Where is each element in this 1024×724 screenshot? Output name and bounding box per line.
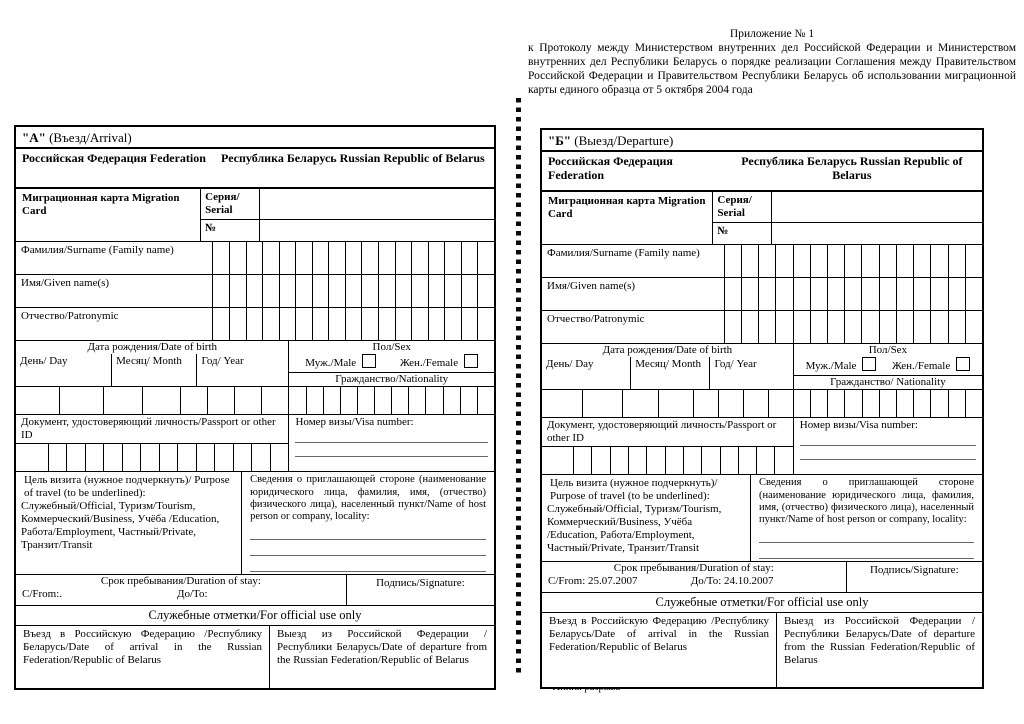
char-cell[interactable] <box>296 242 313 274</box>
char-cell[interactable] <box>429 308 446 340</box>
char-cell[interactable] <box>143 387 181 414</box>
char-cell[interactable] <box>742 311 759 343</box>
char-cell[interactable] <box>375 387 392 414</box>
char-cell[interactable] <box>178 444 197 471</box>
host-info-line[interactable] <box>250 542 486 556</box>
char-cell[interactable] <box>794 311 811 343</box>
birth-nationality-cells <box>16 386 494 414</box>
char-cell[interactable] <box>949 278 966 310</box>
char-cell[interactable] <box>914 278 931 310</box>
given-name-row <box>542 277 982 310</box>
migration-card-label: Миграционная карта Migration Card <box>22 192 180 218</box>
char-cell[interactable] <box>426 387 443 414</box>
annex-body: к Протоколу между Министерством внутренних дел Российской Федерации и Министерством внутренних дел Республики Беларусь о порядке реализации Соглашения между Правительством Российской Федерации и Правительством Республики Беларусь об использовании миграционной карты единого образца от 5 октября 2004 года <box>528 42 1016 97</box>
char-cell[interactable] <box>775 447 792 474</box>
given-name-label: Имя/Given name(s) <box>542 278 725 310</box>
tear-line <box>516 98 521 676</box>
visa-number-line[interactable] <box>295 429 488 443</box>
char-cell[interactable] <box>845 390 862 417</box>
day-label: День/ Day <box>20 355 68 368</box>
char-cell[interactable] <box>263 242 280 274</box>
char-cell[interactable] <box>280 308 297 340</box>
year-cells <box>693 390 792 417</box>
char-cell[interactable] <box>160 444 179 471</box>
char-cell[interactable] <box>197 444 216 471</box>
serial-section <box>542 190 982 244</box>
female-label: Жен./Female <box>891 360 951 373</box>
char-cell[interactable] <box>725 311 742 343</box>
visa-number-line[interactable] <box>800 446 976 460</box>
char-cell[interactable] <box>721 447 739 474</box>
char-cell[interactable] <box>247 242 264 274</box>
number-label: № <box>201 220 260 241</box>
char-cell[interactable] <box>462 275 479 307</box>
host-info-label: Сведения о приглашающей стороне (наименование юридического лица, фамилия, имя, (отчество) физического лица), населенный пункт/Name of host person or company, locality: <box>250 474 486 523</box>
char-cell[interactable] <box>379 242 396 274</box>
host-info-label: Сведения о приглашающей стороне (наименование юридического лица, фамилия, имя, (отчество) физического лица), населенный пункт/Name of host person or company, locality: <box>759 477 974 526</box>
patronymic-label: Отчество/Patronymic <box>542 311 725 343</box>
nationality-cells <box>794 390 982 417</box>
purpose-host-section <box>542 474 982 561</box>
country-russian-federation: Российская Федерация Federation <box>22 151 206 166</box>
document-cells <box>542 446 793 474</box>
char-cell[interactable] <box>296 275 313 307</box>
char-cell[interactable] <box>647 447 665 474</box>
char-cell[interactable] <box>86 444 105 471</box>
char-cell[interactable] <box>307 387 324 414</box>
char-cell[interactable] <box>862 245 879 277</box>
day-cells <box>542 390 622 417</box>
char-cell[interactable] <box>313 242 330 274</box>
male-label: Муж./Male <box>305 357 357 370</box>
char-cell[interactable] <box>759 311 776 343</box>
date-of-birth-label: Дата рождения/Date of birth <box>87 341 218 354</box>
char-cell[interactable] <box>478 275 494 307</box>
host-info-line[interactable] <box>250 558 486 572</box>
nationality-cells <box>289 387 494 414</box>
given-name-cells <box>725 278 982 310</box>
char-cell[interactable] <box>247 275 264 307</box>
host-info-line[interactable] <box>759 529 974 543</box>
year-label: Год/ Year <box>196 354 288 386</box>
char-cell[interactable] <box>16 387 60 414</box>
char-cell[interactable] <box>16 444 49 471</box>
given-name-label: Имя/Given name(s) <box>16 275 213 307</box>
char-cell[interactable] <box>757 447 775 474</box>
char-cell[interactable] <box>914 245 931 277</box>
char-cell[interactable] <box>897 311 914 343</box>
char-cell[interactable] <box>776 278 793 310</box>
surname-row <box>16 241 494 274</box>
duration-from-value: С/From: 25.07.2007 <box>548 574 638 587</box>
char-cell[interactable] <box>329 308 346 340</box>
patronymic-cells <box>213 308 494 340</box>
char-cell[interactable] <box>234 444 253 471</box>
char-cell[interactable] <box>811 311 828 343</box>
char-cell[interactable] <box>794 245 811 277</box>
year-label: Год/ Year <box>709 357 792 389</box>
document-label: Документ, удостоверяющий личность/Passport or other ID <box>21 416 276 442</box>
migration-card-part-a <box>14 125 496 690</box>
char-cell[interactable] <box>67 444 86 471</box>
char-cell[interactable] <box>694 390 719 417</box>
char-cell[interactable] <box>412 242 429 274</box>
country-header <box>542 150 982 190</box>
char-cell[interactable] <box>289 387 306 414</box>
part-letter: "А" <box>22 130 46 145</box>
char-cell[interactable] <box>828 245 845 277</box>
arrival-departure-section <box>542 612 982 687</box>
char-cell[interactable] <box>666 447 684 474</box>
migration-card-label: Миграционная карта Migration Card <box>548 195 706 221</box>
birth-nationality-cells <box>542 389 982 417</box>
arrival-stamp-area: Въезд в Российскую Федерацию /Республику Беларусь/Date of arrival in the Russian Federation/Republic of Belarus <box>542 613 777 687</box>
char-cell[interactable] <box>392 387 409 414</box>
char-cell[interactable] <box>104 444 123 471</box>
char-cell[interactable] <box>828 278 845 310</box>
serial-label: Серия/ Serial <box>713 192 772 222</box>
char-cell[interactable] <box>104 387 143 414</box>
char-cell[interactable] <box>776 245 793 277</box>
char-cell[interactable] <box>949 245 966 277</box>
male-label: Муж./Male <box>805 360 857 373</box>
char-cell[interactable] <box>592 447 610 474</box>
sex-label: Пол/Sex <box>372 341 411 354</box>
part-kind: (Выезд/Departure) <box>571 133 674 148</box>
purpose-options: Служебный/Official, Туризм/Tourism, Коммерческий/Business, Учёба /Education, Работа/Employment, Частный/Private, Транзит/Transit <box>547 503 722 555</box>
char-cell[interactable] <box>611 447 629 474</box>
char-cell[interactable] <box>346 275 363 307</box>
char-cell[interactable] <box>880 311 897 343</box>
char-cell[interactable] <box>213 242 230 274</box>
month-label: Месяц/ Month <box>111 354 196 386</box>
char-cell[interactable] <box>412 275 429 307</box>
char-cell[interactable] <box>444 387 461 414</box>
purpose-label: Цель визита (нужное подчеркнуть)/ Purpose of travel (to be underlined): <box>24 474 230 500</box>
surname-label: Фамилия/Surname (Family name) <box>542 245 725 277</box>
char-cell[interactable] <box>931 311 948 343</box>
arrival-departure-section <box>16 625 494 688</box>
char-cell[interactable] <box>931 278 948 310</box>
char-cell[interactable] <box>252 444 271 471</box>
signature-label: Подпись/Signature: <box>869 563 959 576</box>
char-cell[interactable] <box>263 308 280 340</box>
month-cells <box>103 387 180 414</box>
char-cell[interactable] <box>949 311 966 343</box>
official-use-label: Служебные отметки/For official use only <box>542 592 982 613</box>
date-of-birth-label: Дата рождения/Date of birth <box>602 344 733 357</box>
char-cell[interactable] <box>362 308 379 340</box>
char-cell[interactable] <box>296 308 313 340</box>
char-cell[interactable] <box>396 308 413 340</box>
char-cell[interactable] <box>346 308 363 340</box>
char-cell[interactable] <box>213 308 230 340</box>
char-cell[interactable] <box>794 278 811 310</box>
purpose-options: Служебный/Official, Туризм/Tourism, Коммерческий/Business, Учёба /Education, Работа/Employment, Частный/Private, Транзит/Transit <box>21 500 220 552</box>
char-cell[interactable] <box>684 447 702 474</box>
male-checkbox[interactable] <box>862 357 876 371</box>
migration-card-part-b <box>540 128 984 689</box>
month-label: Месяц/ Month <box>630 357 709 389</box>
char-cell[interactable] <box>181 387 208 414</box>
char-cell[interactable] <box>931 245 948 277</box>
char-cell[interactable] <box>811 278 828 310</box>
char-cell[interactable] <box>280 275 297 307</box>
day-cells <box>16 387 103 414</box>
duration-to-value: До/To: <box>177 587 208 600</box>
char-cell[interactable] <box>396 242 413 274</box>
char-cell[interactable] <box>828 311 845 343</box>
char-cell[interactable] <box>759 245 776 277</box>
number-value-field[interactable] <box>772 223 982 244</box>
char-cell[interactable] <box>445 242 462 274</box>
duration-from-value: С/From:. <box>22 587 63 600</box>
char-cell[interactable] <box>742 278 759 310</box>
nationality-label: Гражданство/Nationality <box>289 372 494 386</box>
char-cell[interactable] <box>949 390 966 417</box>
char-cell[interactable] <box>49 444 68 471</box>
char-cell[interactable] <box>862 278 879 310</box>
char-cell[interactable] <box>702 447 720 474</box>
departure-stamp-area: Выезд из Российской Федерации /Республики Беларусь/Date of departure from the Russian Federation/Republic of Belarus <box>277 628 487 667</box>
char-cell[interactable] <box>271 444 289 471</box>
char-cell[interactable] <box>719 390 744 417</box>
char-cell[interactable] <box>215 444 234 471</box>
document-cells <box>16 443 288 471</box>
document-label: Документ, удостоверяющий личность/Passport or other ID <box>547 419 777 445</box>
char-cell[interactable] <box>897 278 914 310</box>
visa-number-label: Номер визы/Visa number: <box>799 419 918 432</box>
char-cell[interactable] <box>739 447 757 474</box>
char-cell[interactable] <box>914 390 931 417</box>
char-cell[interactable] <box>845 278 862 310</box>
part-letter: "Б" <box>548 133 572 148</box>
visa-number-line[interactable] <box>800 432 976 446</box>
char-cell[interactable] <box>880 390 897 417</box>
surname-label: Фамилия/Surname (Family name) <box>16 242 213 274</box>
char-cell[interactable] <box>429 275 446 307</box>
char-cell[interactable] <box>880 245 897 277</box>
char-cell[interactable] <box>362 275 379 307</box>
char-cell[interactable] <box>123 444 142 471</box>
char-cell[interactable] <box>776 311 793 343</box>
char-cell[interactable] <box>346 242 363 274</box>
char-cell[interactable] <box>379 308 396 340</box>
char-cell[interactable] <box>623 390 659 417</box>
char-cell[interactable] <box>462 308 479 340</box>
duration-to-value: До/To: 24.10.2007 <box>690 574 774 587</box>
char-cell[interactable] <box>897 390 914 417</box>
host-info-line[interactable] <box>250 526 486 540</box>
char-cell[interactable] <box>583 390 623 417</box>
char-cell[interactable] <box>313 275 330 307</box>
char-cell[interactable] <box>462 242 479 274</box>
surname-row <box>542 244 982 277</box>
char-cell[interactable] <box>744 390 769 417</box>
duration-label: Срок пребывания/Duration of stay: <box>613 561 774 574</box>
char-cell[interactable] <box>862 311 879 343</box>
visa-number-line[interactable] <box>295 443 488 457</box>
char-cell[interactable] <box>542 390 583 417</box>
duration-label: Срок пребывания/Duration of stay: <box>100 574 261 587</box>
char-cell[interactable] <box>478 308 494 340</box>
char-cell[interactable] <box>811 245 828 277</box>
serial-label: Серия/ Serial <box>201 189 260 219</box>
char-cell[interactable] <box>966 311 982 343</box>
char-cell[interactable] <box>341 387 358 414</box>
year-cells <box>180 387 288 414</box>
char-cell[interactable] <box>725 245 742 277</box>
char-cell[interactable] <box>478 387 494 414</box>
duration-signature-section <box>16 574 494 605</box>
country-republic-belarus: Республика Беларусь Russian Republic of Belarus <box>741 154 963 183</box>
char-cell[interactable] <box>230 275 247 307</box>
char-cell[interactable] <box>445 308 462 340</box>
number-value-field[interactable] <box>260 220 494 241</box>
patronymic-label: Отчество/Patronymic <box>16 308 213 340</box>
char-cell[interactable] <box>280 242 297 274</box>
char-cell[interactable] <box>396 275 413 307</box>
char-cell[interactable] <box>230 242 247 274</box>
document-visa-section <box>16 414 494 471</box>
birth-sex-section <box>542 343 982 389</box>
char-cell[interactable] <box>914 311 931 343</box>
annex-header <box>528 27 1016 97</box>
patronymic-row <box>542 310 982 343</box>
char-cell[interactable] <box>247 308 264 340</box>
country-header <box>16 147 494 187</box>
char-cell[interactable] <box>313 308 330 340</box>
char-cell[interactable] <box>235 387 262 414</box>
duration-signature-section <box>542 561 982 592</box>
char-cell[interactable] <box>208 387 235 414</box>
char-cell[interactable] <box>769 390 793 417</box>
char-cell[interactable] <box>329 242 346 274</box>
char-cell[interactable] <box>60 387 103 414</box>
char-cell[interactable] <box>379 275 396 307</box>
char-cell[interactable] <box>461 387 478 414</box>
country-russian-federation: Российская Федерация Federation <box>548 154 673 183</box>
day-label: День/ Day <box>546 358 594 371</box>
male-checkbox[interactable] <box>362 354 376 368</box>
sex-label: Пол/Sex <box>868 344 908 357</box>
card-part-title <box>16 127 494 147</box>
char-cell[interactable] <box>324 387 341 414</box>
purpose-label: Цель визита (нужное подчеркнуть)/ Purpose of travel (to be underlined): <box>550 477 718 503</box>
char-cell[interactable] <box>263 275 280 307</box>
char-cell[interactable] <box>845 311 862 343</box>
surname-cells <box>725 245 982 277</box>
number-label: № <box>713 223 772 244</box>
nationality-label: Гражданство/ Nationality <box>794 375 982 389</box>
char-cell[interactable] <box>574 447 592 474</box>
annex-title: Приложение № 1 <box>729 28 815 40</box>
char-cell[interactable] <box>629 447 647 474</box>
female-label: Жен./Female <box>399 357 459 370</box>
month-cells <box>622 390 693 417</box>
char-cell[interactable] <box>863 390 880 417</box>
serial-value-field[interactable] <box>260 189 494 219</box>
female-checkbox[interactable] <box>956 357 970 371</box>
char-cell[interactable] <box>329 275 346 307</box>
char-cell[interactable] <box>845 245 862 277</box>
char-cell[interactable] <box>659 390 694 417</box>
char-cell[interactable] <box>966 278 982 310</box>
char-cell[interactable] <box>794 390 811 417</box>
char-cell[interactable] <box>542 447 574 474</box>
departure-stamp-area: Выезд из Российской Федерации /Республики Беларусь/Date of departure from the Russian Federation/Republic of Belarus <box>784 615 975 667</box>
char-cell[interactable] <box>412 308 429 340</box>
host-info-line[interactable] <box>759 545 974 559</box>
given-name-cells <box>213 275 494 307</box>
purpose-host-section <box>16 471 494 574</box>
country-republic-belarus: Республика Беларусь Russian Republic of Belarus <box>221 151 485 166</box>
char-cell[interactable] <box>966 245 982 277</box>
char-cell[interactable] <box>742 245 759 277</box>
card-part-title <box>542 130 982 150</box>
official-use-label: Служебные отметки/For official use only <box>16 605 494 626</box>
arrival-stamp-area: Въезд в Российскую Федерацию /Республику Беларусь/Date of arrival in the Russian Federation/Republic of Belarus <box>16 626 270 688</box>
patronymic-row <box>16 307 494 340</box>
part-kind: (Въезд/Arrival) <box>45 130 132 145</box>
visa-number-label: Номер визы/Visa number: <box>295 416 414 429</box>
char-cell[interactable] <box>897 245 914 277</box>
document-visa-section <box>542 417 982 474</box>
given-name-row <box>16 274 494 307</box>
char-cell[interactable] <box>445 275 462 307</box>
char-cell[interactable] <box>429 242 446 274</box>
surname-cells <box>213 242 494 274</box>
female-checkbox[interactable] <box>464 354 478 368</box>
serial-section <box>16 187 494 241</box>
char-cell[interactable] <box>230 308 247 340</box>
char-cell[interactable] <box>828 390 845 417</box>
char-cell[interactable] <box>880 278 897 310</box>
signature-label: Подпись/Signature: <box>376 576 465 589</box>
char-cell[interactable] <box>262 387 288 414</box>
char-cell[interactable] <box>213 275 230 307</box>
char-cell[interactable] <box>141 444 160 471</box>
serial-value-field[interactable] <box>772 192 982 222</box>
char-cell[interactable] <box>811 390 828 417</box>
char-cell[interactable] <box>409 387 426 414</box>
char-cell[interactable] <box>759 278 776 310</box>
char-cell[interactable] <box>358 387 375 414</box>
char-cell[interactable] <box>966 390 982 417</box>
patronymic-cells <box>725 311 982 343</box>
char-cell[interactable] <box>362 242 379 274</box>
char-cell[interactable] <box>931 390 948 417</box>
char-cell[interactable] <box>725 278 742 310</box>
birth-sex-section <box>16 340 494 386</box>
char-cell[interactable] <box>478 242 494 274</box>
